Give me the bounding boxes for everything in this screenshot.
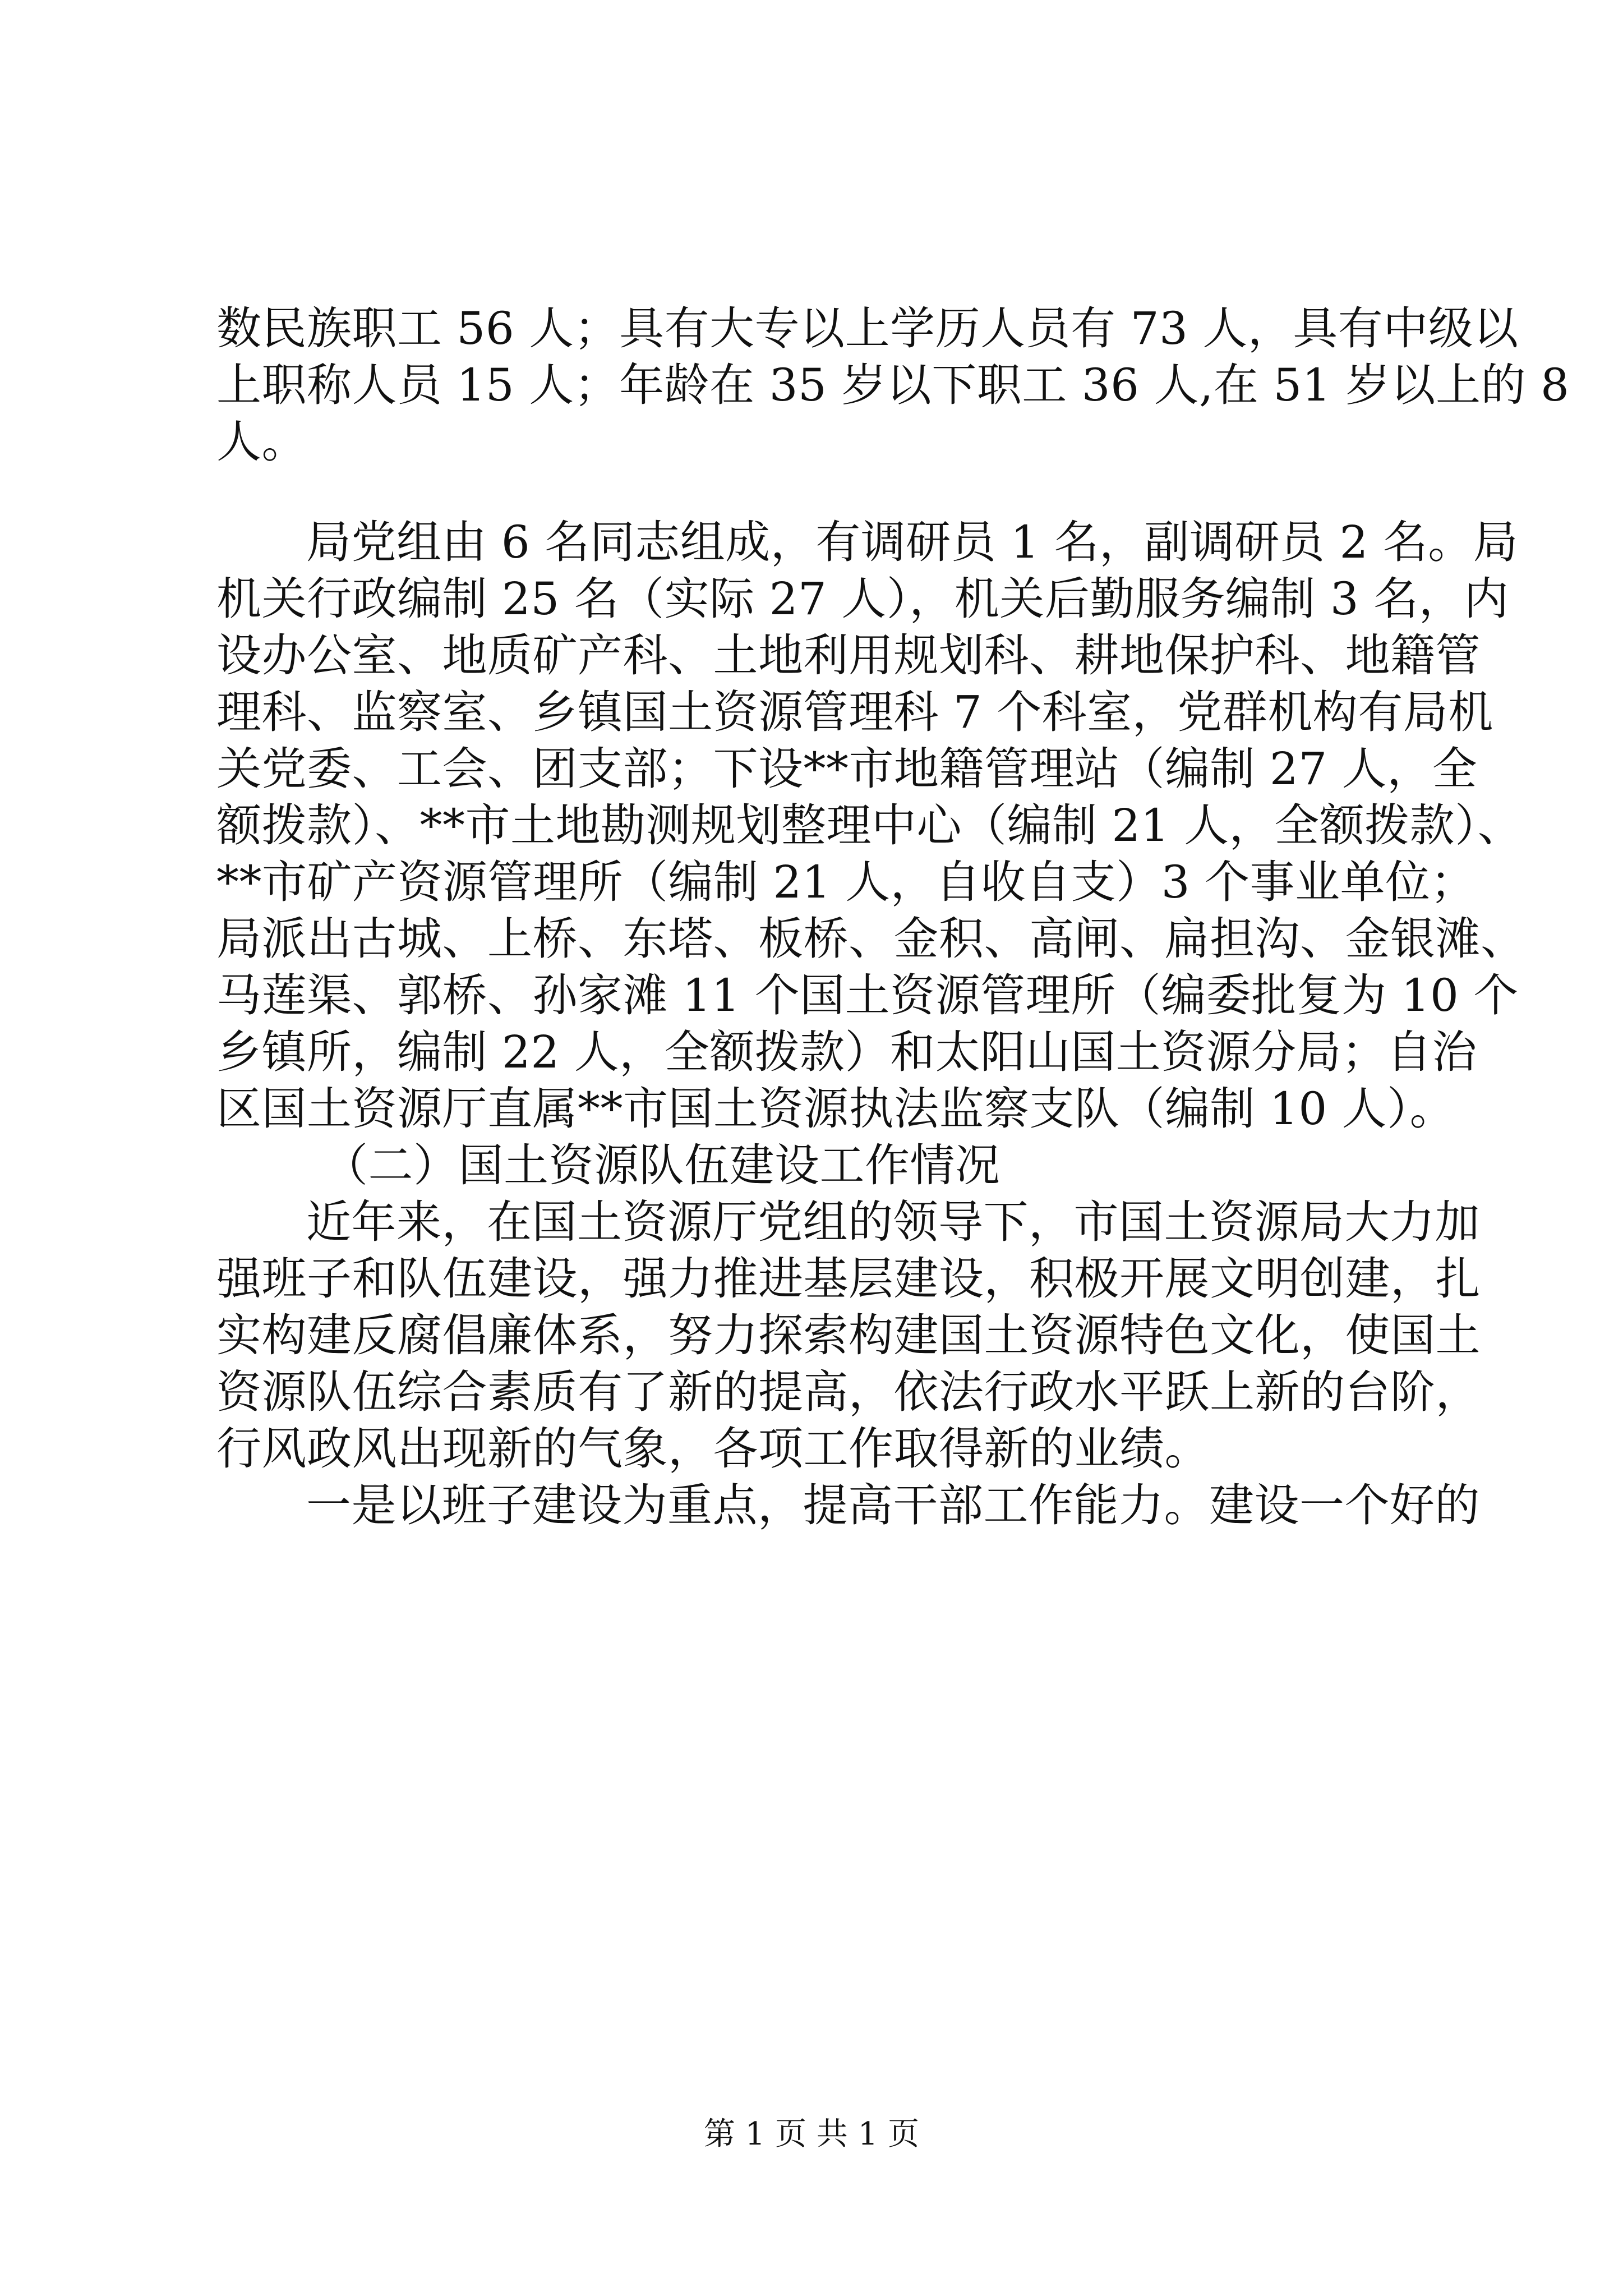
paragraph-line: 局党组由 6 名同志组成，有调研员 1 名，副调研员 2 名。局 (306, 516, 1519, 568)
paragraph-line: 数民族职工 56 人；具有大专以上学历人员有 73 人，具有中级以 (216, 302, 1519, 355)
paragraph-line: 人。 (216, 416, 307, 468)
paragraph-line: 资源队伍综合素质有了新的提高，依法行政水平跃上新的台阶， (216, 1366, 1481, 1418)
paragraph-line: 理科、监察室、乡镇国土资源管理科 7 个科室，党群机构有局机 (216, 686, 1493, 738)
paragraph-line: 强班子和队伍建设，强力推进基层建设，积极开展文明创建，扎 (216, 1253, 1481, 1305)
paragraph-line: 设办公室、地质矿产科、土地利用规划科、耕地保护科、地籍管 (216, 629, 1481, 682)
page-number-label: 第 1 页 共 1 页 (703, 2116, 920, 2152)
paragraph-line: 一是以班子建设为重点，提高干部工作能力。建设一个好的 (306, 1479, 1480, 1531)
paragraph-line: 乡镇所，编制 22 人，全额拨款）和太阳山国土资源分局；自治 (216, 1026, 1477, 1078)
section-heading: （二）国土资源队伍建设工作情况 (323, 1139, 1000, 1191)
paragraph-line: 额拨款）、**市土地勘测规划整理中心（编制 21 人，全额拨款）、 (216, 799, 1523, 852)
paragraph-line: 关党委、工会、团支部；下设**市地籍管理站（编制 27 人，全 (216, 743, 1478, 795)
paragraph-line: 上职称人员 15 人；年龄在 35 岁以下职工 36 人,在 51 岁以上的 8 (216, 359, 1570, 411)
paragraph-line: 行风政风出现新的气象，各项工作取得新的业绩。 (216, 1423, 1210, 1475)
paragraph-line: 区国土资源厅直属**市国土资源执法监察支队（编制 10 人）。 (216, 1083, 1455, 1135)
paragraph-line: 机关行政编制 25 名（实际 27 人），机关后勤服务编制 3 名，内 (216, 573, 1509, 625)
paragraph-line: 近年来，在国土资源厅党组的领导下，市国土资源局大力加 (306, 1196, 1480, 1248)
paragraph-line: 马莲渠、郭桥、孙家滩 11 个国土资源管理所（编委批复为 10 个 (216, 969, 1519, 1022)
paragraph-line: 实构建反腐倡廉体系，努力探索构建国土资源特色文化，使国土 (216, 1309, 1481, 1361)
paragraph-line: 局派出古城、上桥、东塔、板桥、金积、高闸、扁担沟、金银滩、 (216, 913, 1526, 965)
paragraph-gap (216, 470, 1417, 514)
paragraph-line: **市矿产资源管理所（编制 21 人，自收自支）3 个事业单位； (216, 856, 1476, 908)
document-body (216, 300, 1570, 1534)
page-footer (0, 2115, 1623, 2154)
